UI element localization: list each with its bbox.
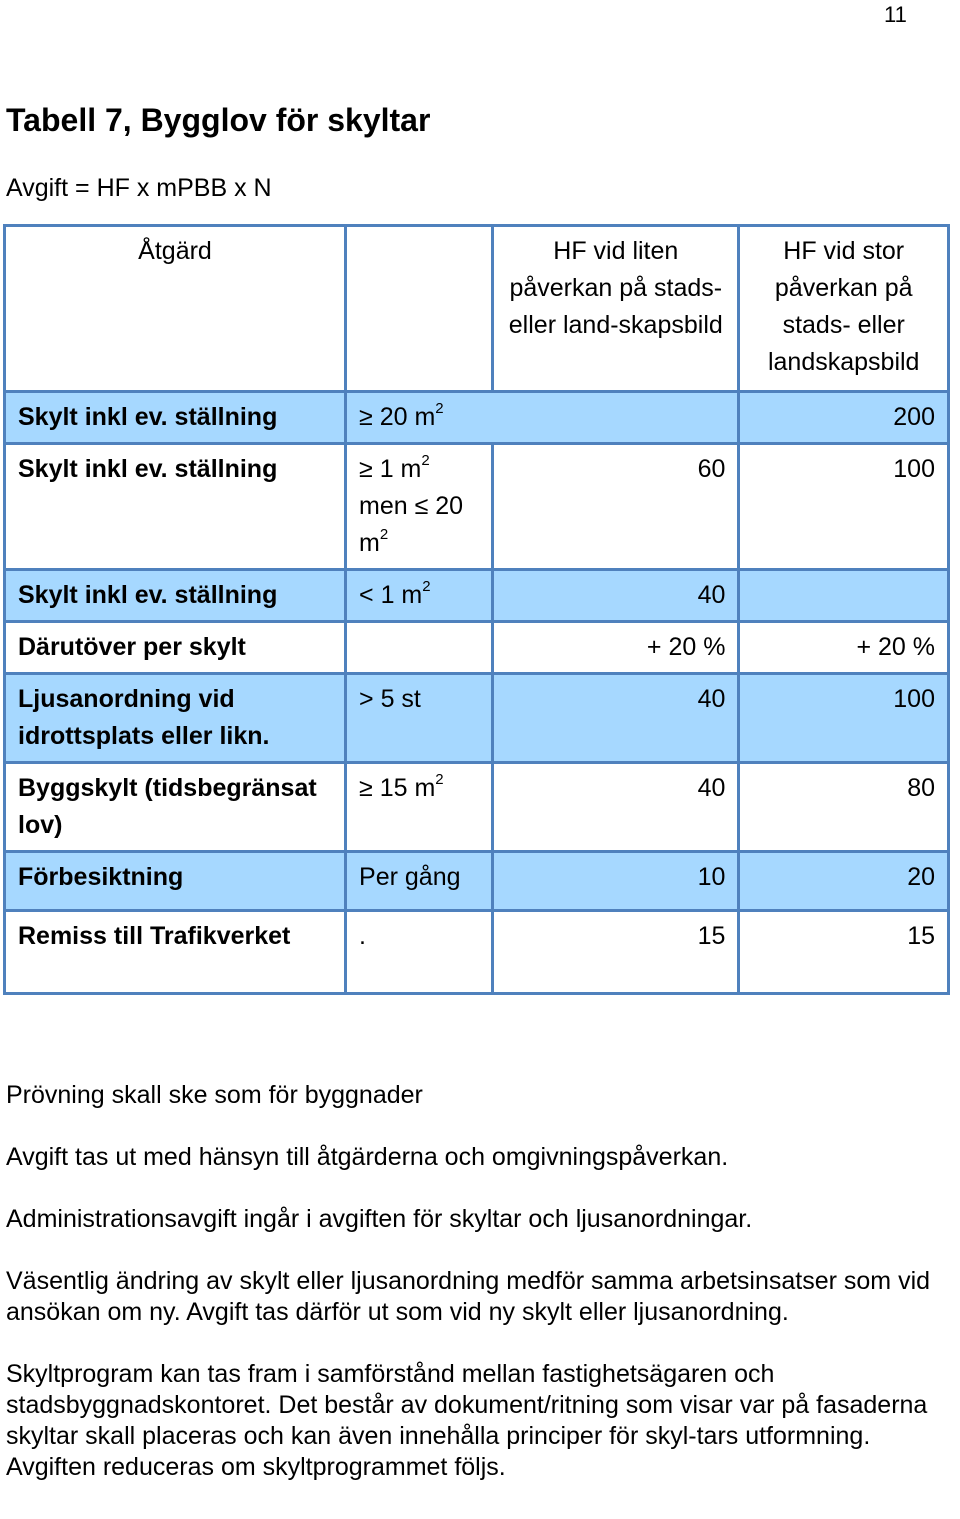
page-number: 11 (884, 2, 907, 27)
note-paragraph: Avgift tas ut med hänsyn till åtgärderna och omgivningspåverkan. (6, 1143, 729, 1171)
note-paragraph: Skyltprogram kan tas fram i samförstånd mellan fastighetsägaren och stadsbyggnadskontoret. Det består av dokument/ritning som visar var på fasaderna skyltar skall placeras och kan även innehålla principer för skyl-tars utformning. Avgiften reduceras om skyltprogrammet följs. (6, 1360, 928, 1481)
cell-action: Skylt inkl ev. ställning (5, 444, 346, 570)
table-row (5, 911, 949, 994)
cell-high (739, 570, 949, 622)
table-header-row (5, 226, 949, 392)
cell-low: 15 (493, 911, 739, 994)
cell-size: ≥ 1 $m^2$ men ≤ 20 $m^2$ (346, 444, 493, 570)
cell-size: Per gång (346, 852, 493, 911)
cell-action: Byggskylt (tidsbegränsat lov) (5, 763, 346, 852)
cell-low: + 20 % (493, 622, 739, 674)
cell-low: 40 (493, 674, 739, 763)
cell-low (493, 392, 739, 444)
cell-high: 15 (739, 911, 949, 994)
cell-low: 10 (493, 852, 739, 911)
sign-permit-fee-table (3, 224, 950, 995)
cell-high: 80 (739, 763, 949, 852)
header-high-impact: HF vid stor påverkan på stads- eller landskapsbild (739, 226, 949, 392)
table-row (5, 622, 949, 674)
cell-size (346, 622, 493, 674)
cell-low: 60 (493, 444, 739, 570)
cell-high: + 20 % (739, 622, 949, 674)
fee-formula: Avgift = HF x mPBB x N (6, 174, 272, 202)
cell-action: Förbesiktning (5, 852, 346, 911)
note-paragraph: Prövning skall ske som för byggnader (6, 1081, 423, 1109)
cell-action: Därutöver per skylt (5, 622, 346, 674)
table-title: Tabell 7, Bygglov för skyltar (6, 102, 431, 138)
cell-action: Ljusanordning vid idrottsplats eller likn. (5, 674, 346, 763)
header-size (346, 226, 493, 392)
table-row (5, 570, 949, 622)
cell-action: Skylt inkl ev. ställning (5, 392, 346, 444)
cell-size: ≥ 15 $m^2$ (346, 763, 493, 852)
cell-high: 100 (739, 674, 949, 763)
cell-action: Skylt inkl ev. ställning (5, 570, 346, 622)
cell-size: . (346, 911, 493, 994)
cell-low: 40 (493, 763, 739, 852)
cell-low: 40 (493, 570, 739, 622)
notes-section (6, 1080, 936, 1514)
cell-high: 200 (739, 392, 949, 444)
cell-action: Remiss till Trafikverket (5, 911, 346, 994)
cell-size: ≥ 20 $m^2$ (346, 392, 493, 444)
table-row (5, 392, 949, 444)
cell-size: < 1 $m^2$ (346, 570, 493, 622)
header-low-impact: HF vid liten påverkan på stads- eller land-skapsbild (493, 226, 739, 392)
header-action: Åtgärd (5, 226, 346, 392)
note-paragraph: Administrationsavgift ingår i avgiften för skyltar och ljusanordningar. (6, 1205, 753, 1233)
table-row (5, 674, 949, 763)
cell-high: 100 (739, 444, 949, 570)
table-row (5, 852, 949, 911)
table-row (5, 763, 949, 852)
cell-high: 20 (739, 852, 949, 911)
table-row (5, 444, 949, 570)
cell-size: > 5 st (346, 674, 493, 763)
note-paragraph: Väsentlig ändring av skylt eller ljusanordning medför samma arbetsinsatser som vid ansökan om ny. Avgift tas därför ut som vid ny skylt eller ljusanordning. (6, 1267, 931, 1326)
